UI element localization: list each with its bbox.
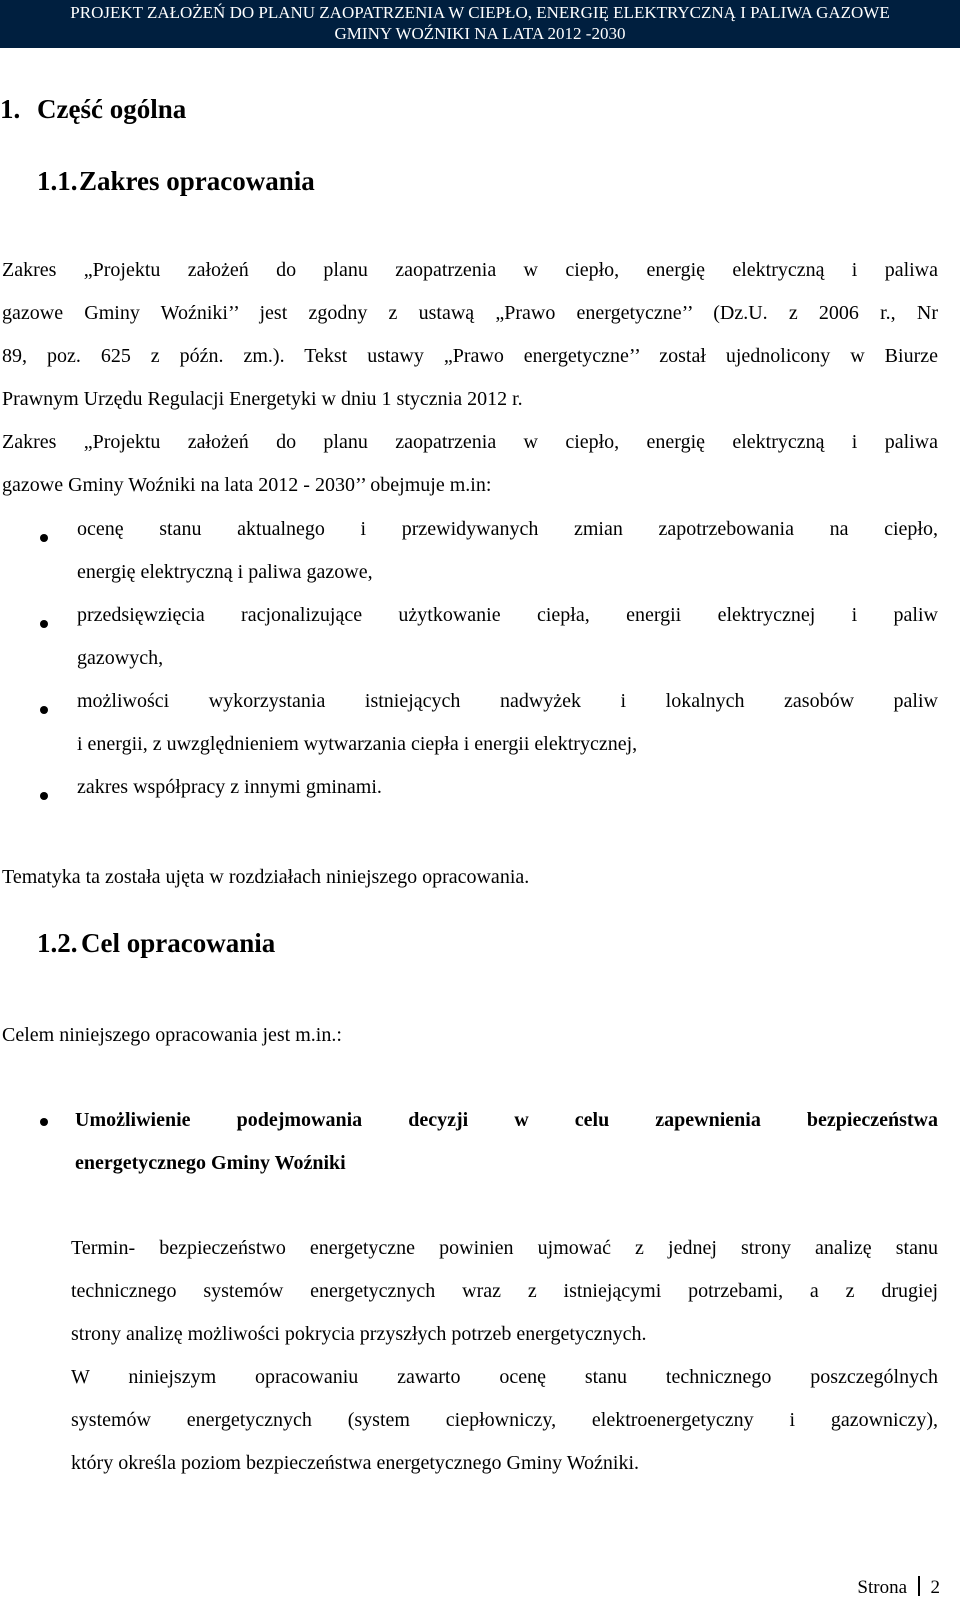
text-line: Umożliwienie podejmowania decyzji w celu zapewnienia bezpieczeństwa (75, 1109, 938, 1131)
section-1-2-heading (37, 928, 275, 958)
section-1-heading (0, 94, 186, 124)
text-line: energetycznego Gminy Woźniki (75, 1152, 346, 1174)
text-line: możliwości wykorzystania istniejących nadwyżek i lokalnych zasobów paliw (77, 690, 938, 712)
text-line: ocenę stanu aktualnego i przewidywanych zmian zapotrzebowania na ciepło, (77, 518, 938, 540)
page-label: Strona (857, 1577, 907, 1598)
page-footer (857, 1576, 940, 1599)
text-line: Zakres „Projektu założeń do planu zaopatrzenia w ciepło, energię elektryczną i paliwa (2, 431, 938, 453)
footer-divider (918, 1576, 920, 1596)
bullet-icon (40, 620, 48, 628)
text-line: zakres współpracy z innymi gminami. (77, 776, 382, 798)
goal-intro (2, 1014, 938, 1057)
bullet-icon (40, 792, 48, 800)
section-1-1-heading (37, 166, 315, 196)
scope-paragraph-2 (2, 421, 938, 507)
text-line: gazowe Gminy Woźniki’’ jest zgodny z ustawą „Prawo energetyczne’’ (Dz.U. z 2006 r., Nr (2, 302, 938, 324)
text-line: który określa poziom bezpieczeństwa energetycznego Gminy Woźniki. (71, 1452, 640, 1474)
text-line: strony analizę możliwości pokrycia przyszłych potrzeb energetycznych. (71, 1323, 647, 1345)
scope-bullet-1 (77, 508, 938, 594)
goal-paragraph-1 (71, 1227, 938, 1356)
text-line: W niniejszym opracowaniu zawarto ocenę stanu technicznego poszczególnych (71, 1366, 938, 1388)
text-line: Prawnym Urzędu Regulacji Energetyki w dniu 1 stycznia 2012 r. (2, 388, 523, 410)
section-1-2-number: 1.2. (37, 928, 78, 958)
section-1-1-number: 1.1. (37, 166, 78, 196)
scope-bullet-2 (77, 594, 938, 680)
text-line: technicznego systemów energetycznych wraz z istniejącymi potrzebami, a z drugiej (71, 1280, 938, 1302)
scope-bullet-3 (77, 680, 938, 766)
text-line: Celem niniejszego opracowania jest m.in.: (2, 1024, 342, 1046)
section-1-number: 1. (0, 94, 21, 124)
text-line: gazowe Gminy Woźniki na lata 2012 - 2030’’ obejmuje m.in: (2, 474, 492, 496)
text-line: systemów energetycznych (system ciepłowniczy, elektroenergetyczny i gazowniczy), (71, 1409, 938, 1431)
text-line: Tematyka ta została ujęta w rozdziałach niniejszego opracowania. (2, 866, 530, 888)
scope-bullet-4 (77, 766, 938, 809)
document-header (0, 0, 960, 48)
text-line: Termin- bezpieczeństwo energetyczne powinien ujmować z jednej strony analizę stanu (71, 1237, 938, 1259)
goal-paragraph-2 (71, 1356, 938, 1485)
bullet-icon (40, 1118, 48, 1126)
text-line: gazowych, (77, 647, 164, 669)
section-1-1-title: Zakres opracowania (79, 166, 315, 196)
page-number: 2 (930, 1577, 940, 1598)
header-title-line2: GMINY WOŹNIKI NA LATA 2012 -2030 (334, 24, 626, 43)
text-line: energię elektryczną i paliwa gazowe, (77, 561, 373, 583)
bullet-icon (40, 706, 48, 714)
header-title-line1: PROJEKT ZAŁOŻEŃ DO PLANU ZAOPATRZENIA W CIEPŁO, ENERGIĘ ELEKTRYCZNĄ I PALIWA GAZOWE (70, 3, 890, 22)
scope-paragraph-1 (2, 249, 938, 421)
text-line: przedsięwzięcia racjonalizujące użytkowanie ciepła, energii elektrycznej i paliw (77, 604, 938, 626)
section-1-2-title: Cel opracowania (81, 928, 276, 958)
text-line: 89, poz. 625 z późn. zm.). Tekst ustawy „Prawo energetyczne’’ został ujednolicony w Biurze (2, 345, 938, 367)
goal-bullet (75, 1099, 938, 1185)
bullet-icon (40, 534, 48, 542)
section-1-title: Część ogólna (37, 94, 187, 124)
text-line: Zakres „Projektu założeń do planu zaopatrzenia w ciepło, energię elektryczną i paliwa (2, 259, 938, 281)
text-line: i energii, z uwzględnieniem wytwarzania ciepła i energii elektrycznej, (77, 733, 638, 755)
scope-closing (2, 856, 938, 899)
